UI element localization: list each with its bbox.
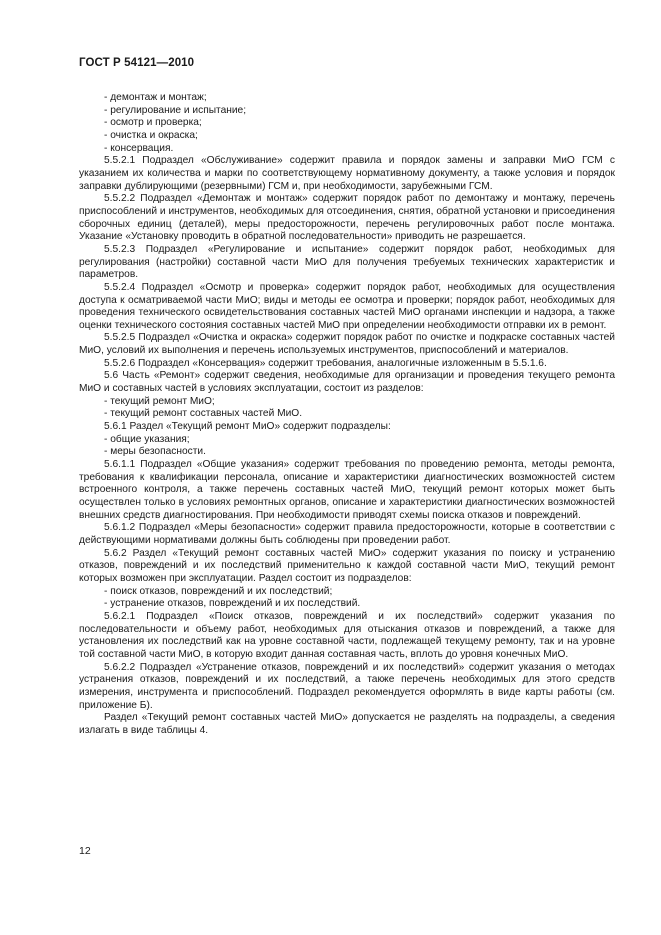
paragraph-5-5-2-4: 5.5.2.4 Подраздел «Осмотр и проверка» содержит порядок работ, необходимых для осуществления доступа к осматриваемой части МиО; виды и методы ее осмотра и проверки; порядок работ, необходимых для проведения технического освидетельствования составных частей МиО органами инспекции и надзора, а также оценки технического состояния составных частей МиО при определении необходимости отправки их в ремонт.	[79, 281, 615, 331]
list-item: - осмотр и проверка;	[104, 117, 202, 129]
list-item: - демонтаж и монтаж;	[104, 92, 207, 103]
paragraph-5-6-1: 5.6.1 Раздел «Текущий ремонт МиО» содержит подразделы:	[104, 421, 391, 433]
list-item: - меры безопасности.	[104, 446, 206, 458]
list-item: - текущий ремонт составных частей МиО.	[104, 408, 303, 420]
paragraph-5-5-2-6: 5.5.2.6 Подраздел «Консервация» содержит требования, аналогичные изложенным в 5.5.1.6.	[104, 357, 547, 369]
paragraph-5-6-1-2: 5.6.1.2 Подраздел «Меры безопасности» содержит правила предосторожности, которые в соответствии с действующими нормативами должны быть соблюдены при проведении работ.	[79, 522, 615, 546]
paragraph-5-6: 5.6 Часть «Ремонт» содержит сведения, необходимые для организации и проведения текущего ремонта МиО и составных частей в условиях эксплуатации, состоит из разделов:	[79, 370, 615, 395]
list-item: - устранение отказов, повреждений и их последствий.	[104, 598, 361, 610]
document-header: ГОСТ Р 54121—2010	[79, 57, 195, 69]
paragraph-5-5-2-1: 5.5.2.1 Подраздел «Обслуживание» содержит правила и порядок замены и заправки МиО ГСМ с указанием их количества и марки по соответствующему нормативному документу, а также условия и порядок заправки дублирующими (резервными) ГСМ и, при необходимости, зарубежными ГСМ.	[79, 155, 615, 192]
paragraph-5-5-2-5: 5.5.2.5 Подраздел «Очистка и окраска» содержит порядок работ по очистке и подкраске составных частей МиО, условий их выполнения и перечень используемых инструментов, приспособлений и материалов.	[79, 332, 615, 357]
paragraph-5-6-2: 5.6.2 Раздел «Текущий ремонт составных частей МиО» содержит указания по поиску и устранению отказов, повреждений и их последствий применительно к каждой составной части МиО, текущий ремонт которых возможен при эксплуатации. Раздел состоит из подразделов:	[79, 547, 615, 584]
paragraph-5-6-1-1: 5.6.1.1 Подраздел «Общие указания» содержит требования по проведению ремонта, методы ремонта, требования к квалификации персонала, описание и характеристики диагностических возможностей систем встроенного контроля, а также перечень составных частей МиО, текущий ремонт которых может быть осуществлен только в условиях ремонтных органов, описание и характеристики диагностических возможностей внешних средств диагностирования. При необходимости приводят схемы поиска отказов и повреждений.	[79, 459, 615, 521]
paragraph-closing: Раздел «Текущий ремонт составных частей МиО» допускается не разделять на подразделы, а сведения излагать в виде таблицы 4.	[79, 712, 615, 736]
paragraph-5-5-2-3: 5.5.2.3 Подраздел «Регулирование и испытание» содержит порядок работ, необходимых для регулирования (настройки) составной части МиО для получения требуемых технических характеристик и параметров.	[79, 243, 615, 281]
list-item: - регулирование и испытание;	[104, 104, 247, 116]
page-number: 12	[79, 845, 91, 857]
list-item: - текущий ремонт МиО;	[104, 395, 215, 407]
list-item: - общие указания;	[104, 433, 190, 445]
list-item: - очистка и окраска;	[104, 129, 198, 141]
list-item: - поиск отказов, повреждений и их последствий;	[104, 585, 333, 597]
paragraph-5-6-2-2: 5.6.2.2 Подраздел «Устранение отказов, повреждений и их последствий» содержит указания о методах устранения отказов, повреждений и их последствий, а также перечень необходимых для этого средств измерения, инструмента и приспособлений. Подраздел рекомендуется оформлять в виде карты работы (см. приложение Б).	[79, 661, 615, 711]
list-item: - консервация.	[104, 142, 174, 154]
page-body	[79, 92, 615, 737]
paragraph-5-6-2-1: 5.6.2.1 Подраздел «Поиск отказов, повреждений и их последствий» содержит указания по последовательности и объему работ, необходимых для отыскания отказов и повреждений, а также для установления их последствий как на уровне составной части, подлежащей текущему ремонту, так и на уровне той составной части МиО, в которую входит данная составная часть, вплоть до уровня конечных МиО.	[79, 610, 615, 660]
paragraph-5-5-2-2: 5.5.2.2 Подраздел «Демонтаж и монтаж» содержит порядок работ по демонтажу и монтажу, перечень приспособлений и инструментов, необходимых для отсоединения, снятия, обратной установки и присоединения сборочных единиц (деталей), меры предосторожности, перечень регулировочных работ после монтажа. Указание «Установку проводить в обратной последовательности» приводить не разрешается.	[79, 193, 615, 243]
